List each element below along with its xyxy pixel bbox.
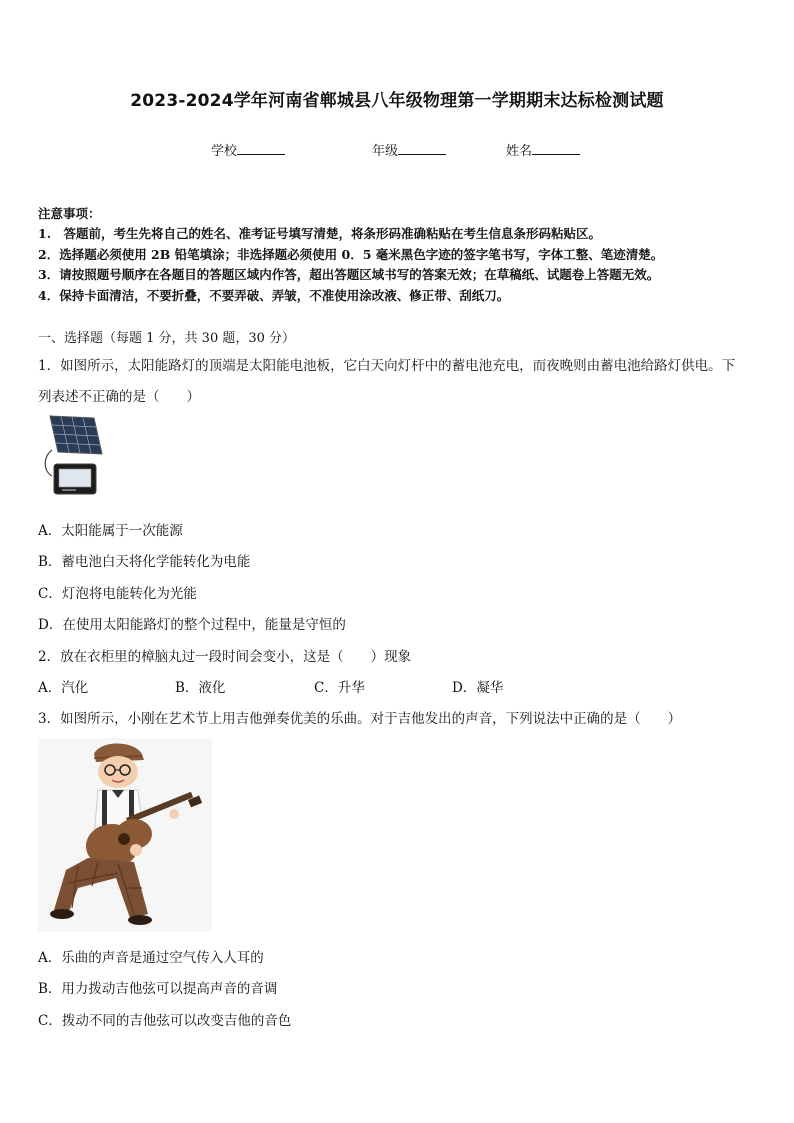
question-3-text: 3．如图所示，小刚在艺术节上用吉他弹奏优美的乐曲。对于吉他发出的声音，下列说法中正确的是（ ） bbox=[38, 711, 682, 727]
question-1-option-c: C．灯泡将电能转化为光能 bbox=[38, 586, 197, 602]
question-2-text: 2．放在衣柜里的樟脑丸过一段时间会变小，这是（ ）现象 bbox=[38, 649, 412, 665]
question-1-option-b: B．蓄电池白天将化学能转化为电能 bbox=[38, 554, 251, 570]
name-blank bbox=[532, 142, 580, 155]
grade-blank bbox=[398, 142, 446, 155]
question-2-option-a: A．汽化 bbox=[38, 680, 89, 696]
school-blank bbox=[237, 142, 285, 155]
question-1-option-d: D．在使用太阳能路灯的整个过程中，能量是守恒的 bbox=[38, 617, 346, 633]
name-label: 姓名 bbox=[506, 144, 533, 159]
school-field bbox=[211, 140, 285, 159]
notice-item: 3．请按照题号顺序在各题目的答题区域内作答，超出答题区域书写的答案无效；在草稿纸、试题卷上答题无效。 bbox=[38, 267, 660, 282]
exam-title: 2023-2024学年河南省郸城县八年级物理第一学期期末达标检测试题 bbox=[130, 91, 664, 111]
notice-item: 4．保持卡面清洁，不要折叠，不要弄破、弄皱，不准使用涂改液、修正带、刮纸刀。 bbox=[38, 288, 510, 303]
grade-label: 年级 bbox=[372, 144, 399, 159]
notice-item: 1. 答题前，考生先将自己的姓名、准考证号填写清楚，将条形码准确粘贴在考生信息条形码粘贴区。 bbox=[38, 226, 602, 241]
notice-item: 2．选择题必须使用 2B 铅笔填涂；非选择题必须使用 0．5 毫米黑色字迹的签字笔书写，字体工整、笔迹清楚。 bbox=[38, 247, 664, 262]
question-1-text: 1．如图所示，太阳能路灯的顶端是太阳能电池板，它白天向灯杆中的蓄电池充电，而夜晚则由蓄电池给路灯供电。下 bbox=[38, 358, 736, 374]
school-label: 学校 bbox=[211, 144, 238, 159]
grade-field bbox=[372, 140, 446, 159]
question-3-option-a: A．乐曲的声音是通过空气传入人耳的 bbox=[38, 950, 264, 966]
question-2-option-c: C．升华 bbox=[314, 680, 365, 696]
notice-heading: 注意事项： bbox=[38, 206, 101, 221]
question-3-option-b: B．用力拨动吉他弦可以提高声音的音调 bbox=[38, 981, 278, 997]
guitar-player-figure bbox=[38, 738, 212, 932]
name-field bbox=[506, 140, 580, 159]
question-2-option-b: B．液化 bbox=[175, 680, 226, 696]
question-1-option-a: A．太阳能属于一次能源 bbox=[38, 523, 183, 539]
question-1-text-cont: 列表述不正确的是（ ） bbox=[38, 389, 200, 405]
solar-street-light-figure bbox=[40, 414, 104, 498]
section-heading: 一、选择题（每题 1 分，共 30 题，30 分） bbox=[38, 331, 296, 346]
question-3-option-c: C．拨动不同的吉他弦可以改变吉他的音色 bbox=[38, 1013, 292, 1029]
question-2-option-d: D．凝华 bbox=[452, 680, 504, 696]
